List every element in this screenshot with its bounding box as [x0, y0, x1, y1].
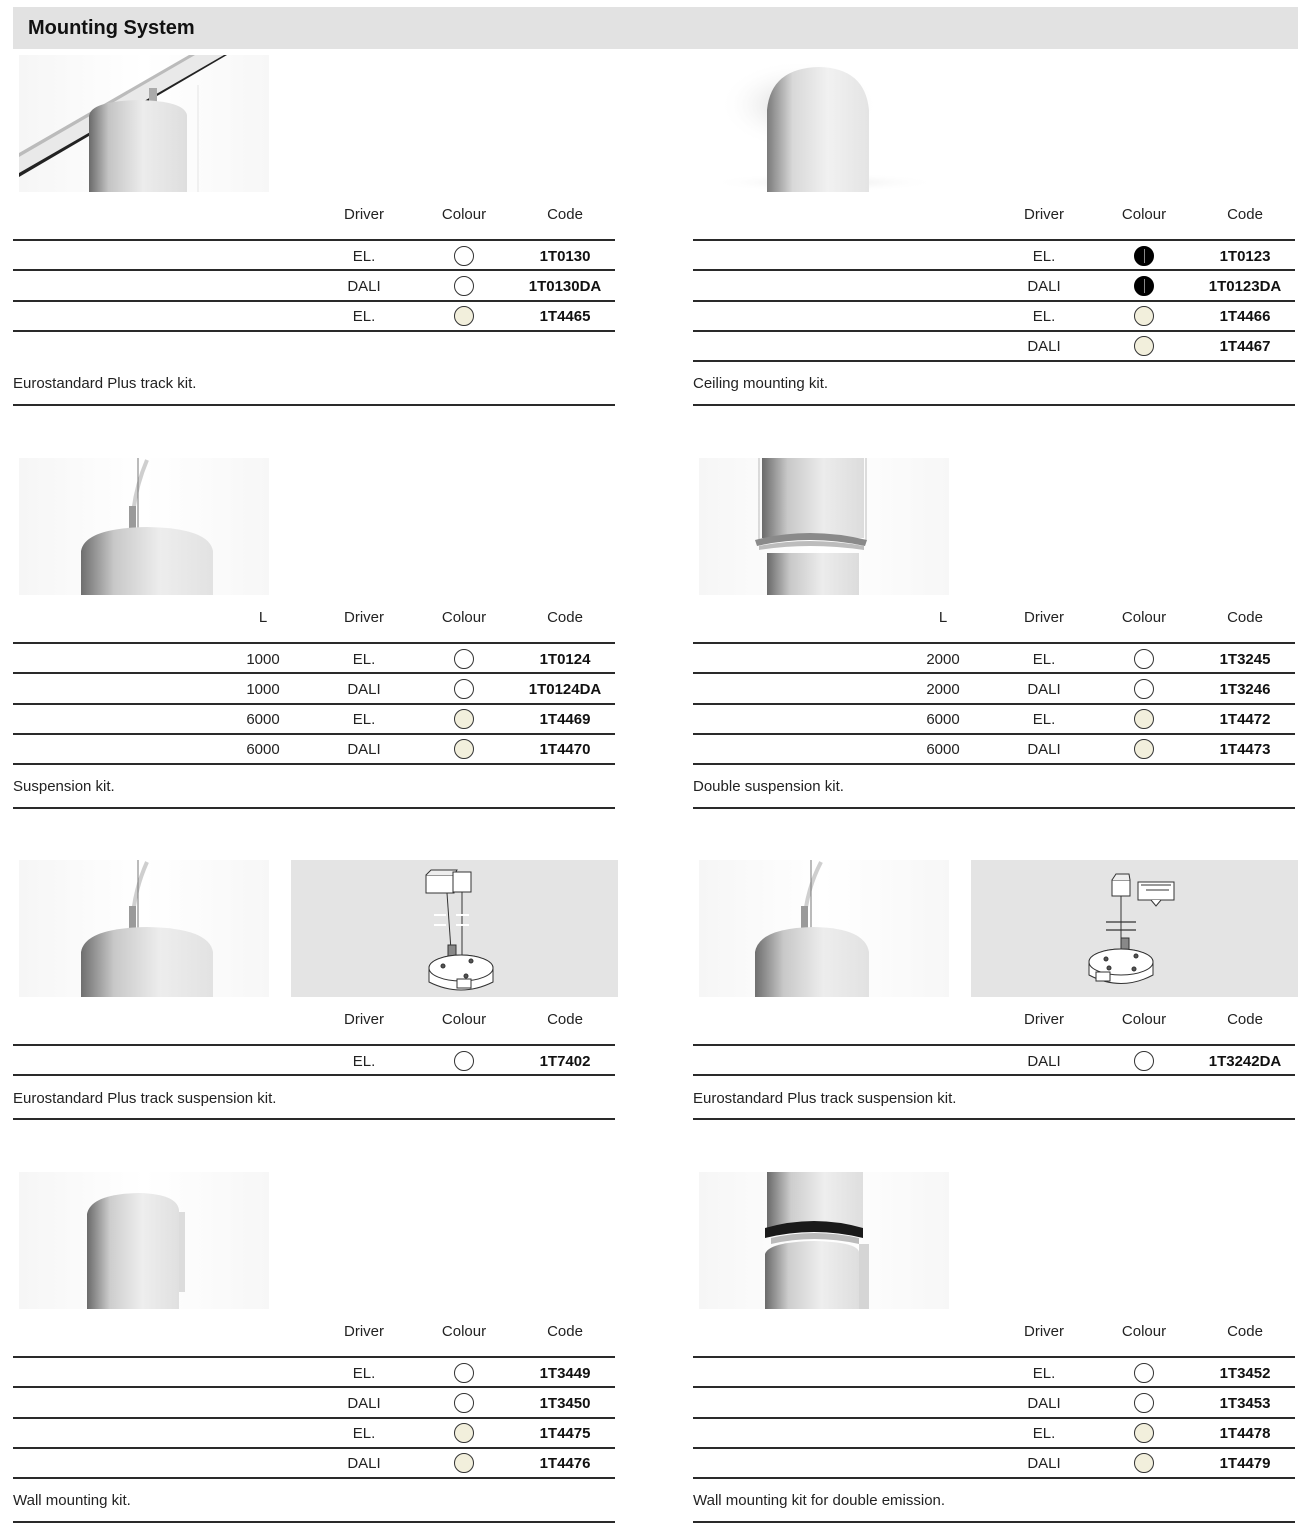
column-header-code: Code — [547, 1011, 583, 1028]
driver-value: EL. — [352, 308, 376, 325]
colour-swatch-black-icon — [1134, 276, 1154, 296]
track-adapter-canopy-diagram — [291, 860, 618, 997]
product-section-track-kit — [13, 55, 615, 407]
driver-value: DALI — [1027, 681, 1061, 698]
divider — [13, 300, 615, 302]
divider — [693, 239, 1295, 241]
driver-value: EL. — [352, 651, 376, 668]
product-section-ceiling-kit — [693, 55, 1295, 407]
colour-swatch-white-icon — [454, 276, 474, 296]
driver-value: DALI — [1027, 1455, 1061, 1472]
colour-swatch-cream-icon — [454, 1453, 474, 1473]
suspended-cylinder-photo — [19, 458, 269, 595]
product-code: 1T4476 — [539, 1455, 591, 1472]
divider — [693, 1521, 1295, 1523]
column-header-driver: Driver — [344, 1323, 384, 1340]
colour-swatch-cream-icon — [454, 1423, 474, 1443]
product-code: 1T3452 — [1219, 1365, 1271, 1382]
page-title: Mounting System — [28, 17, 195, 39]
product-description: Ceiling mounting kit. — [693, 375, 829, 392]
column-header-colour: Colour — [1121, 1011, 1167, 1028]
ceiling-mounted-cylinder-photo — [699, 55, 949, 192]
length-value: 6000 — [926, 741, 960, 758]
length-value: 6000 — [246, 741, 280, 758]
driver-value: DALI — [1027, 1395, 1061, 1412]
length-value: 6000 — [246, 711, 280, 728]
driver-value: DALI — [1027, 741, 1061, 758]
divider — [13, 642, 615, 644]
divider — [13, 1521, 615, 1523]
colour-swatch-white-icon — [454, 649, 474, 669]
divider — [13, 703, 615, 705]
colour-swatch-cream-icon — [454, 739, 474, 759]
product-code: 1T4465 — [539, 308, 591, 325]
driver-value: DALI — [1027, 278, 1061, 295]
colour-swatch-cream-icon — [1134, 709, 1154, 729]
divider — [693, 1386, 1295, 1388]
product-code: 1T0124DA — [528, 681, 602, 698]
length-value: 2000 — [926, 681, 960, 698]
divider — [693, 1356, 1295, 1358]
wall-double-emission-cylinder-photo — [699, 1172, 949, 1309]
divider — [13, 1356, 615, 1358]
suspended-cylinder-photo — [19, 860, 269, 997]
driver-value: EL. — [1032, 651, 1056, 668]
double-suspension-cylinder-photo — [699, 458, 949, 595]
column-header-code: Code — [1227, 206, 1263, 223]
divider — [13, 1074, 615, 1076]
product-description: Wall mounting kit for double emission. — [693, 1492, 946, 1509]
length-value: 2000 — [926, 651, 960, 668]
driver-value: DALI — [1027, 338, 1061, 355]
divider — [13, 1447, 615, 1449]
divider — [693, 1447, 1295, 1449]
divider — [693, 300, 1295, 302]
driver-value: DALI — [347, 278, 381, 295]
colour-swatch-white-icon — [1134, 1393, 1154, 1413]
divider — [13, 763, 615, 765]
product-code: 1T4472 — [1219, 711, 1271, 728]
column-header-colour: Colour — [441, 206, 487, 223]
divider — [13, 239, 615, 241]
column-header-driver: Driver — [1024, 206, 1064, 223]
colour-swatch-cream-icon — [454, 306, 474, 326]
colour-swatch-black-icon — [1134, 246, 1154, 266]
driver-value: EL. — [352, 1425, 376, 1442]
column-header-driver: Driver — [344, 609, 384, 626]
product-description: Eurostandard Plus track suspension kit. — [693, 1090, 957, 1107]
colour-swatch-white-icon — [454, 679, 474, 699]
column-header-length: L — [938, 609, 948, 626]
colour-swatch-white-icon — [454, 1393, 474, 1413]
column-header-colour: Colour — [441, 609, 487, 626]
divider — [693, 672, 1295, 674]
divider — [693, 807, 1295, 809]
product-code: 1T3245 — [1219, 651, 1271, 668]
divider — [693, 1044, 1295, 1046]
column-header-colour: Colour — [441, 1011, 487, 1028]
column-header-colour: Colour — [1121, 206, 1167, 223]
product-section-track-suspension-kit-el — [13, 860, 615, 1122]
column-header-driver: Driver — [344, 206, 384, 223]
product-code: 1T3453 — [1219, 1395, 1271, 1412]
product-code: 1T0130 — [539, 248, 591, 265]
driver-value: EL. — [352, 248, 376, 265]
divider — [693, 1074, 1295, 1076]
driver-value: DALI — [1027, 1053, 1061, 1070]
divider — [693, 404, 1295, 406]
product-code: 1T0123 — [1219, 248, 1271, 265]
colour-swatch-white-icon — [454, 246, 474, 266]
divider — [13, 807, 615, 809]
divider — [13, 404, 615, 406]
divider — [693, 642, 1295, 644]
product-section-track-suspension-kit-dali — [693, 860, 1295, 1122]
product-code: 1T4478 — [1219, 1425, 1271, 1442]
divider — [693, 269, 1295, 271]
divider — [693, 763, 1295, 765]
product-section-wall-mounting-kit — [13, 1172, 615, 1524]
driver-value: EL. — [1032, 1365, 1056, 1382]
product-code: 1T3246 — [1219, 681, 1271, 698]
product-code: 1T4479 — [1219, 1455, 1271, 1472]
divider — [693, 1477, 1295, 1479]
driver-value: EL. — [352, 1053, 376, 1070]
driver-value: DALI — [347, 1455, 381, 1472]
colour-swatch-cream-icon — [1134, 306, 1154, 326]
colour-swatch-white-icon — [454, 1363, 474, 1383]
divider — [693, 733, 1295, 735]
product-section-wall-mounting-kit-double — [693, 1172, 1295, 1524]
product-code: 1T4467 — [1219, 338, 1271, 355]
divider — [693, 1118, 1295, 1120]
column-header-code: Code — [1227, 1323, 1263, 1340]
divider — [13, 330, 615, 332]
length-value: 1000 — [246, 651, 280, 668]
product-description: Eurostandard Plus track kit. — [13, 375, 197, 392]
product-code: 1T4466 — [1219, 308, 1271, 325]
wall-mounted-cylinder-photo — [19, 1172, 269, 1309]
column-header-colour: Colour — [1121, 609, 1167, 626]
track-adapter-canopy-diagram — [971, 860, 1298, 997]
product-description: Double suspension kit. — [693, 778, 844, 795]
colour-swatch-cream-icon — [1134, 336, 1154, 356]
product-description: Suspension kit. — [13, 778, 115, 795]
product-code: 1T4473 — [1219, 741, 1271, 758]
column-header-colour: Colour — [1121, 1323, 1167, 1340]
divider — [13, 672, 615, 674]
divider — [693, 703, 1295, 705]
driver-value: DALI — [347, 681, 381, 698]
divider — [693, 1417, 1295, 1419]
suspended-cylinder-photo — [699, 860, 949, 997]
column-header-code: Code — [1227, 609, 1263, 626]
column-header-length: L — [258, 609, 268, 626]
column-header-driver: Driver — [344, 1011, 384, 1028]
track-mounted-cylinder-photo — [19, 55, 269, 192]
product-description: Eurostandard Plus track suspension kit. — [13, 1090, 277, 1107]
colour-swatch-white-icon — [454, 1051, 474, 1071]
driver-value: EL. — [1032, 711, 1056, 728]
colour-swatch-cream-icon — [1134, 1423, 1154, 1443]
product-code: 1T0123DA — [1208, 278, 1282, 295]
divider — [693, 360, 1295, 362]
length-value: 6000 — [926, 711, 960, 728]
product-section-double-suspension-kit — [693, 458, 1295, 810]
driver-value: DALI — [347, 741, 381, 758]
section-title-bar — [13, 7, 1298, 49]
product-code: 1T4470 — [539, 741, 591, 758]
product-code: 1T4475 — [539, 1425, 591, 1442]
driver-value: EL. — [1032, 308, 1056, 325]
divider — [13, 1118, 615, 1120]
product-description: Wall mounting kit. — [13, 1492, 131, 1509]
colour-swatch-white-icon — [1134, 1051, 1154, 1071]
product-code: 1T3450 — [539, 1395, 591, 1412]
product-code: 1T4469 — [539, 711, 591, 728]
column-header-driver: Driver — [1024, 609, 1064, 626]
column-header-driver: Driver — [1024, 1323, 1064, 1340]
driver-value: EL. — [1032, 248, 1056, 265]
column-header-code: Code — [547, 206, 583, 223]
product-code: 1T3449 — [539, 1365, 591, 1382]
divider — [13, 1417, 615, 1419]
column-header-code: Code — [1227, 1011, 1263, 1028]
divider — [13, 1044, 615, 1046]
divider — [13, 1477, 615, 1479]
product-code: 1T0130DA — [528, 278, 602, 295]
colour-swatch-cream-icon — [1134, 1453, 1154, 1473]
divider — [13, 1386, 615, 1388]
product-code: 1T0124 — [539, 651, 591, 668]
driver-value: DALI — [347, 1395, 381, 1412]
colour-swatch-cream-icon — [454, 709, 474, 729]
colour-swatch-white-icon — [1134, 1363, 1154, 1383]
length-value: 1000 — [246, 681, 280, 698]
divider — [13, 733, 615, 735]
driver-value: EL. — [1032, 1425, 1056, 1442]
divider — [13, 269, 615, 271]
driver-value: EL. — [352, 1365, 376, 1382]
product-section-suspension-kit — [13, 458, 615, 810]
divider — [693, 330, 1295, 332]
driver-value: EL. — [352, 711, 376, 728]
column-header-driver: Driver — [1024, 1011, 1064, 1028]
product-code: 1T3242DA — [1208, 1053, 1282, 1070]
column-header-code: Code — [547, 609, 583, 626]
product-code: 1T7402 — [539, 1053, 591, 1070]
colour-swatch-white-icon — [1134, 649, 1154, 669]
colour-swatch-cream-icon — [1134, 739, 1154, 759]
column-header-colour: Colour — [441, 1323, 487, 1340]
colour-swatch-white-icon — [1134, 679, 1154, 699]
column-header-code: Code — [547, 1323, 583, 1340]
